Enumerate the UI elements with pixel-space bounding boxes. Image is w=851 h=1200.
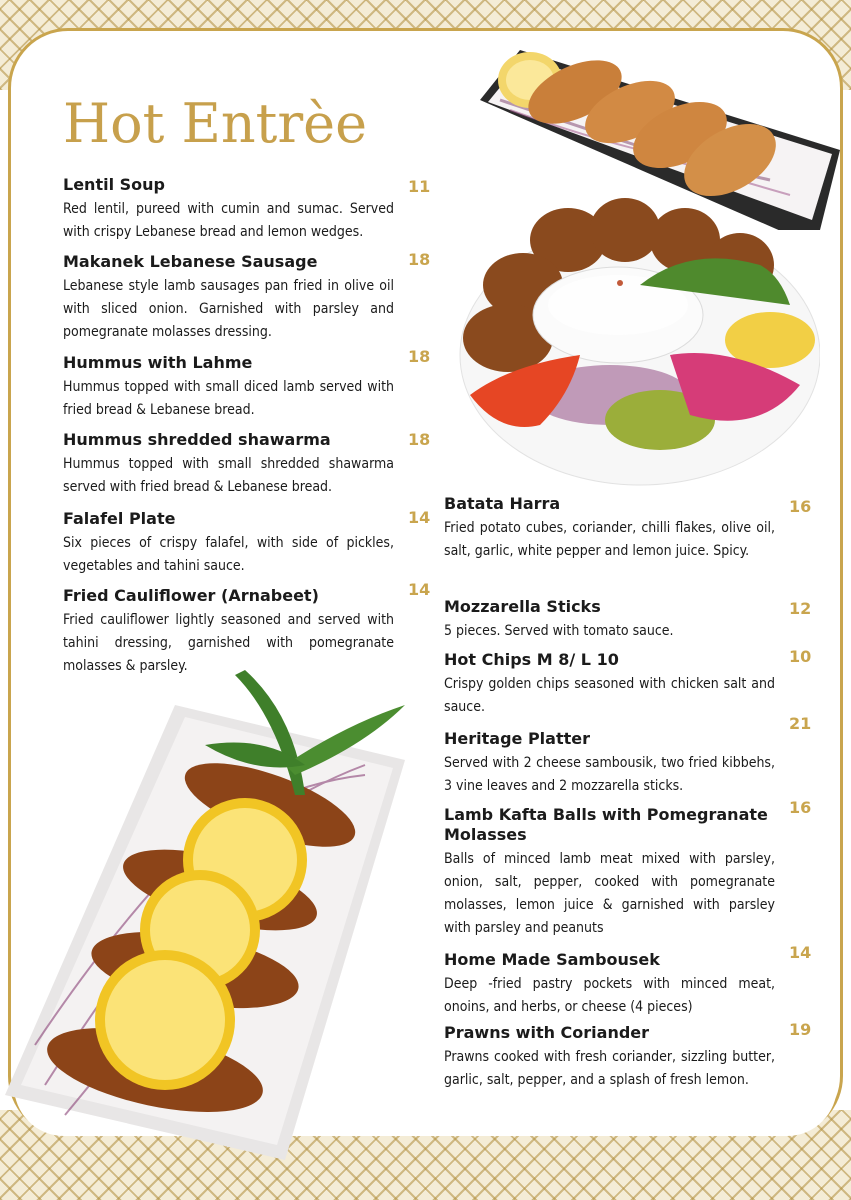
menu-item: [444, 950, 775, 1019]
item-description: Hummus topped with small shredded shawarma served with fried bread & Lebanese bread.: [63, 456, 394, 495]
item-description: Lebanese style lamb sausages pan fried in olive oil with sliced onion. Garnished with parsley and pomegranate molasses dressing.: [63, 278, 394, 340]
item-description: Crispy golden chips seasoned with chicken salt and sauce.: [444, 676, 775, 715]
item-name: Hot Chips M 8/ L 10: [444, 650, 619, 669]
menu-item: [63, 252, 394, 344]
item-name: Falafel Plate: [63, 509, 176, 528]
item-description: Deep -fried pastry pockets with minced meat, onoins, and herbs, or cheese (4 pieces): [444, 976, 775, 1015]
item-name: Hummus with Lahme: [63, 353, 253, 372]
item-name: Heritage Platter: [444, 729, 590, 748]
item-name: Prawns with Coriander: [444, 1023, 650, 1042]
item-name: Batata Harra: [444, 494, 561, 513]
falafel-plate-photo: [440, 195, 820, 490]
item-price: 11: [408, 177, 431, 196]
menu-item: [444, 597, 775, 643]
menu-item: [444, 1023, 775, 1092]
item-price: 21: [789, 714, 812, 733]
item-description: Served with 2 cheese sambousik, two fried kibbehs, 3 vine leaves and 2 mozzarella sticks.: [444, 755, 775, 794]
menu-item: [63, 353, 394, 422]
item-name: Fried Cauliflower (Arnabeet): [63, 586, 319, 605]
item-description: 5 pieces. Served with tomato sauce.: [444, 623, 674, 639]
item-price: 18: [408, 430, 431, 449]
menu-item: [444, 650, 775, 719]
item-price: 18: [408, 347, 431, 366]
item-name: Mozzarella Sticks: [444, 597, 601, 616]
item-description: Six pieces of crispy falafel, with side of pickles, vegetables and tahini sauce.: [63, 535, 394, 574]
menu-item: [444, 494, 775, 563]
item-price: 16: [789, 798, 812, 817]
item-price: 12: [789, 599, 812, 618]
menu-item: [63, 430, 394, 499]
menu-item: [444, 805, 775, 940]
item-price: 16: [789, 497, 812, 516]
item-description: Fried potato cubes, coriander, chilli flakes, olive oil, salt, garlic, white pepper and lemon juice. Spicy.: [444, 520, 775, 559]
item-price: 10: [789, 647, 812, 666]
menu-item: [63, 509, 394, 578]
item-name: Home Made Sambousek: [444, 950, 660, 969]
item-name: Lentil Soup: [63, 175, 165, 194]
kibbeh-platter-photo: [5, 665, 415, 1160]
item-price: 18: [408, 250, 431, 269]
menu-item: [444, 729, 775, 798]
item-price: 14: [408, 580, 431, 599]
item-description: Balls of minced lamb meat mixed with parsley, onion, salt, pepper, cooked with pomegranate molasses, lemon juice & garnished with parsley with parsley and peanuts: [444, 851, 775, 936]
item-name: Lamb Kafta Balls with Pomegranate Molasses: [444, 805, 768, 844]
item-name: Makanek Lebanese Sausage: [63, 252, 318, 271]
item-name: Hummus shredded shawarma: [63, 430, 331, 449]
page-title: Hot Entrèe: [63, 92, 368, 155]
menu-item: [63, 586, 394, 678]
item-description: Hummus topped with small diced lamb served with fried bread & Lebanese bread.: [63, 379, 394, 418]
item-price: 14: [408, 508, 431, 527]
item-description: Prawns cooked with fresh coriander, sizzling butter, garlic, salt, pepper, and a splash of fresh lemon.: [444, 1049, 775, 1088]
item-price: 14: [789, 943, 812, 962]
item-description: Fried cauliflower lightly seasoned and served with tahini dressing, garnished with pomegranate molasses & parsley.: [63, 612, 394, 674]
item-description: Red lentil, pureed with cumin and sumac. Served with crispy Lebanese bread and lemon wedges.: [63, 201, 394, 240]
menu-item: [63, 175, 394, 244]
item-price: 19: [789, 1020, 812, 1039]
